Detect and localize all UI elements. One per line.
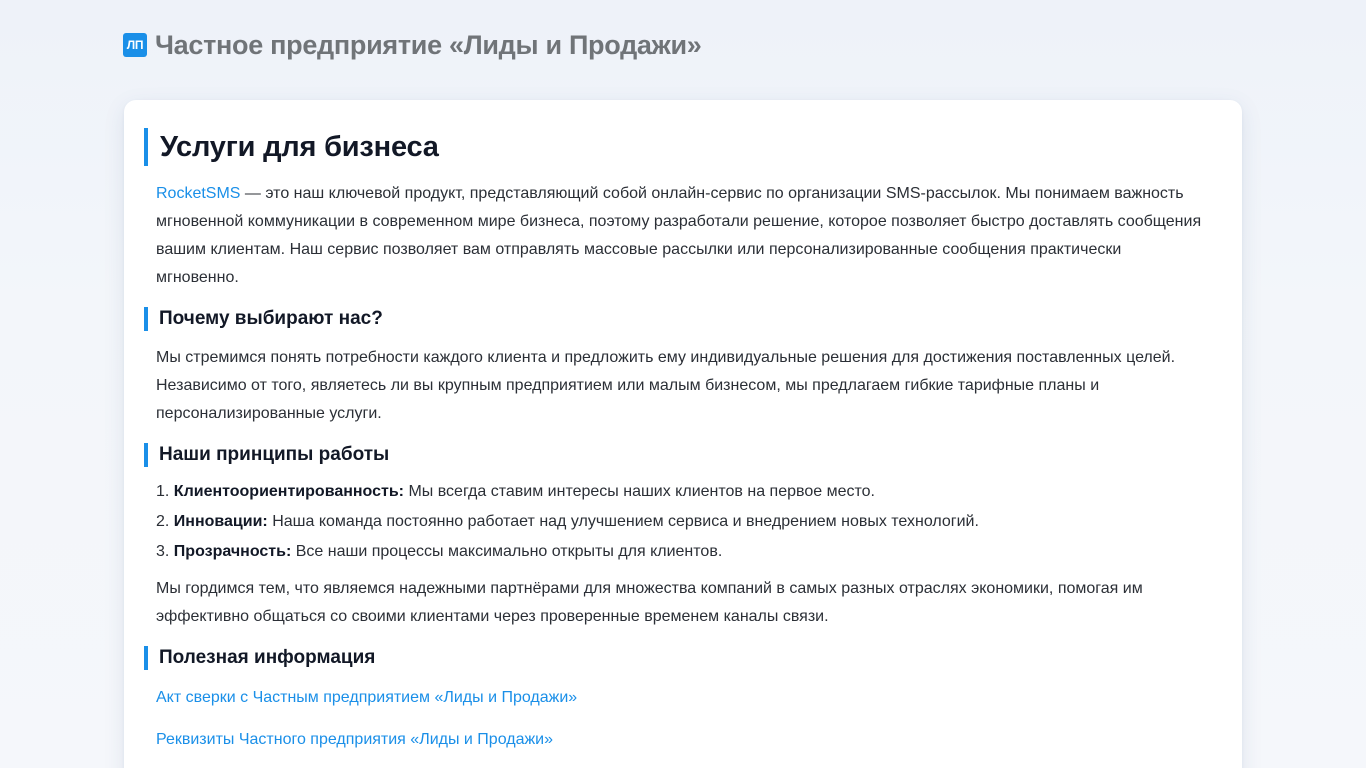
list-item [156, 537, 1206, 567]
list-item-text: Мы всегда ставим интересы наших клиентов на первое место. [404, 483, 875, 500]
site-title[interactable]: Частное предприятие «Лиды и Продажи» [155, 29, 702, 60]
closing-paragraph: Мы гордимся тем, что являемся надежными партнёрами для множества компаний в самых разных отраслях экономики, помогая им эффективно общаться со своими клиентами через проверенные временем каналы связи. [156, 580, 1143, 625]
site-header [123, 28, 702, 62]
company-details-link[interactable]: Реквизиты Частного предприятия «Лиды и Продажи» [156, 731, 554, 748]
section-heading-why: Почему выбирают нас? [144, 307, 383, 331]
section-heading-useful: Полезная информация [144, 646, 375, 670]
list-item-number: 3. [156, 543, 170, 560]
list-item-term: Клиентоориентированность: [173, 483, 404, 500]
principles-list [156, 477, 1206, 567]
list-item-text: Все наши процессы максимально открыты для клиентов. [291, 543, 723, 560]
content-card [124, 100, 1242, 768]
list-item-term: Прозрачность: [173, 543, 292, 560]
section-heading-principles: Наши принципы работы [144, 443, 389, 467]
intro-paragraph [156, 180, 1206, 292]
page-title: Услуги для бизнеса [144, 128, 439, 166]
why-paragraph: Мы стремимся понять потребности каждого клиента и предложить ему индивидуальные решения для достижения поставленных целей. Независимо от того, являетесь ли вы крупным предприятием или малым бизнесом, мы предлагаем гибкие тарифные планы и персонализированные услуги. [156, 349, 1176, 422]
list-item [156, 477, 1206, 507]
list-item-number: 1. [156, 483, 170, 500]
list-item [156, 507, 1206, 537]
intro-text: — это наш ключевой продукт, представляющий собой онлайн-сервис по организации SMS-рассылок. Мы понимаем важность мгновенной коммуникации в современном мире бизнеса, поэтому разработали решение, которое позволяет быстро доставлять сообщения вашим клиентам. Наш сервис позволяет вам отправлять массовые рассылки или персонализированные сообщения практически мгновенно. [156, 185, 1202, 286]
rocketsms-link[interactable]: RocketSMS [156, 185, 241, 202]
lp-logo-icon[interactable]: ЛП [123, 33, 147, 57]
list-item-term: Инновации: [173, 513, 268, 530]
list-item-text: Наша команда постоянно работает над улучшением сервиса и внедрением новых технологий. [267, 513, 979, 530]
list-item-number: 2. [156, 513, 170, 530]
reconciliation-act-link[interactable]: Акт сверки с Частным предприятием «Лиды и Продажи» [156, 689, 578, 706]
